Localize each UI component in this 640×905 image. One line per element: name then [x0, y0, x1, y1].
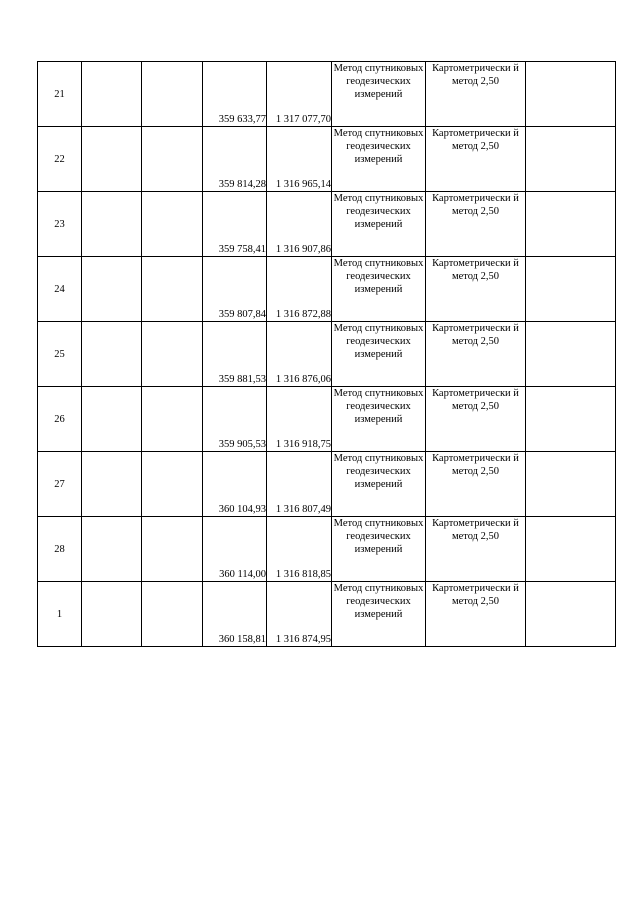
- empty-cell: [526, 322, 616, 387]
- y-coordinate-cell: 1 317 077,70: [267, 62, 332, 127]
- empty-cell: [526, 387, 616, 452]
- point-number-cell: 22: [38, 127, 82, 192]
- empty-cell: [526, 192, 616, 257]
- point-number-cell: 28: [38, 517, 82, 582]
- point-number-cell: 27: [38, 452, 82, 517]
- method-cell: Метод спутниковых геодезических измерений: [332, 322, 426, 387]
- table-row: [38, 62, 616, 127]
- x-coordinate-cell: 359 633,77: [203, 62, 267, 127]
- point-number-cell: 23: [38, 192, 82, 257]
- accuracy-cell: Картометрически й метод 2,50: [426, 257, 526, 322]
- empty-cell: [142, 192, 203, 257]
- method-cell: Метод спутниковых геодезических измерений: [332, 127, 426, 192]
- empty-cell: [142, 62, 203, 127]
- x-coordinate-cell: 359 881,53: [203, 322, 267, 387]
- accuracy-cell: Картометрически й метод 2,50: [426, 452, 526, 517]
- accuracy-cell: Картометрически й метод 2,50: [426, 517, 526, 582]
- coordinates-table: [37, 61, 616, 647]
- table-row: [38, 517, 616, 582]
- empty-cell: [82, 517, 142, 582]
- method-cell: Метод спутниковых геодезических измерений: [332, 257, 426, 322]
- method-cell: Метод спутниковых геодезических измерений: [332, 517, 426, 582]
- y-coordinate-cell: 1 316 874,95: [267, 582, 332, 647]
- empty-cell: [82, 192, 142, 257]
- table-row: [38, 452, 616, 517]
- table-row: [38, 257, 616, 322]
- accuracy-cell: Картометрически й метод 2,50: [426, 192, 526, 257]
- empty-cell: [82, 322, 142, 387]
- x-coordinate-cell: 359 814,28: [203, 127, 267, 192]
- empty-cell: [82, 452, 142, 517]
- point-number-cell: 24: [38, 257, 82, 322]
- empty-cell: [82, 582, 142, 647]
- point-number-cell: 21: [38, 62, 82, 127]
- point-number-cell: 1: [38, 582, 82, 647]
- empty-cell: [142, 582, 203, 647]
- y-coordinate-cell: 1 316 818,85: [267, 517, 332, 582]
- empty-cell: [82, 387, 142, 452]
- accuracy-cell: Картометрически й метод 2,50: [426, 62, 526, 127]
- empty-cell: [526, 62, 616, 127]
- accuracy-cell: Картометрически й метод 2,50: [426, 387, 526, 452]
- empty-cell: [82, 127, 142, 192]
- empty-cell: [526, 257, 616, 322]
- empty-cell: [142, 517, 203, 582]
- empty-cell: [526, 127, 616, 192]
- x-coordinate-cell: 360 114,00: [203, 517, 267, 582]
- method-cell: Метод спутниковых геодезических измерений: [332, 192, 426, 257]
- method-cell: Метод спутниковых геодезических измерений: [332, 387, 426, 452]
- y-coordinate-cell: 1 316 876,06: [267, 322, 332, 387]
- accuracy-cell: Картометрически й метод 2,50: [426, 322, 526, 387]
- x-coordinate-cell: 359 758,41: [203, 192, 267, 257]
- point-number-cell: 26: [38, 387, 82, 452]
- empty-cell: [142, 127, 203, 192]
- y-coordinate-cell: 1 316 807,49: [267, 452, 332, 517]
- x-coordinate-cell: 359 905,53: [203, 387, 267, 452]
- table-body: [38, 62, 616, 647]
- y-coordinate-cell: 1 316 872,88: [267, 257, 332, 322]
- empty-cell: [526, 582, 616, 647]
- x-coordinate-cell: 360 158,81: [203, 582, 267, 647]
- y-coordinate-cell: 1 316 907,86: [267, 192, 332, 257]
- table-row: [38, 387, 616, 452]
- empty-cell: [526, 452, 616, 517]
- accuracy-cell: Картометрически й метод 2,50: [426, 582, 526, 647]
- empty-cell: [82, 62, 142, 127]
- y-coordinate-cell: 1 316 918,75: [267, 387, 332, 452]
- table-row: [38, 127, 616, 192]
- empty-cell: [142, 452, 203, 517]
- method-cell: Метод спутниковых геодезических измерений: [332, 62, 426, 127]
- document-page: [37, 61, 616, 647]
- table-row: [38, 582, 616, 647]
- accuracy-cell: Картометрически й метод 2,50: [426, 127, 526, 192]
- method-cell: Метод спутниковых геодезических измерений: [332, 452, 426, 517]
- x-coordinate-cell: 359 807,84: [203, 257, 267, 322]
- empty-cell: [142, 322, 203, 387]
- method-cell: Метод спутниковых геодезических измерений: [332, 582, 426, 647]
- empty-cell: [142, 387, 203, 452]
- table-row: [38, 192, 616, 257]
- empty-cell: [142, 257, 203, 322]
- y-coordinate-cell: 1 316 965,14: [267, 127, 332, 192]
- x-coordinate-cell: 360 104,93: [203, 452, 267, 517]
- point-number-cell: 25: [38, 322, 82, 387]
- table-row: [38, 322, 616, 387]
- empty-cell: [82, 257, 142, 322]
- empty-cell: [526, 517, 616, 582]
